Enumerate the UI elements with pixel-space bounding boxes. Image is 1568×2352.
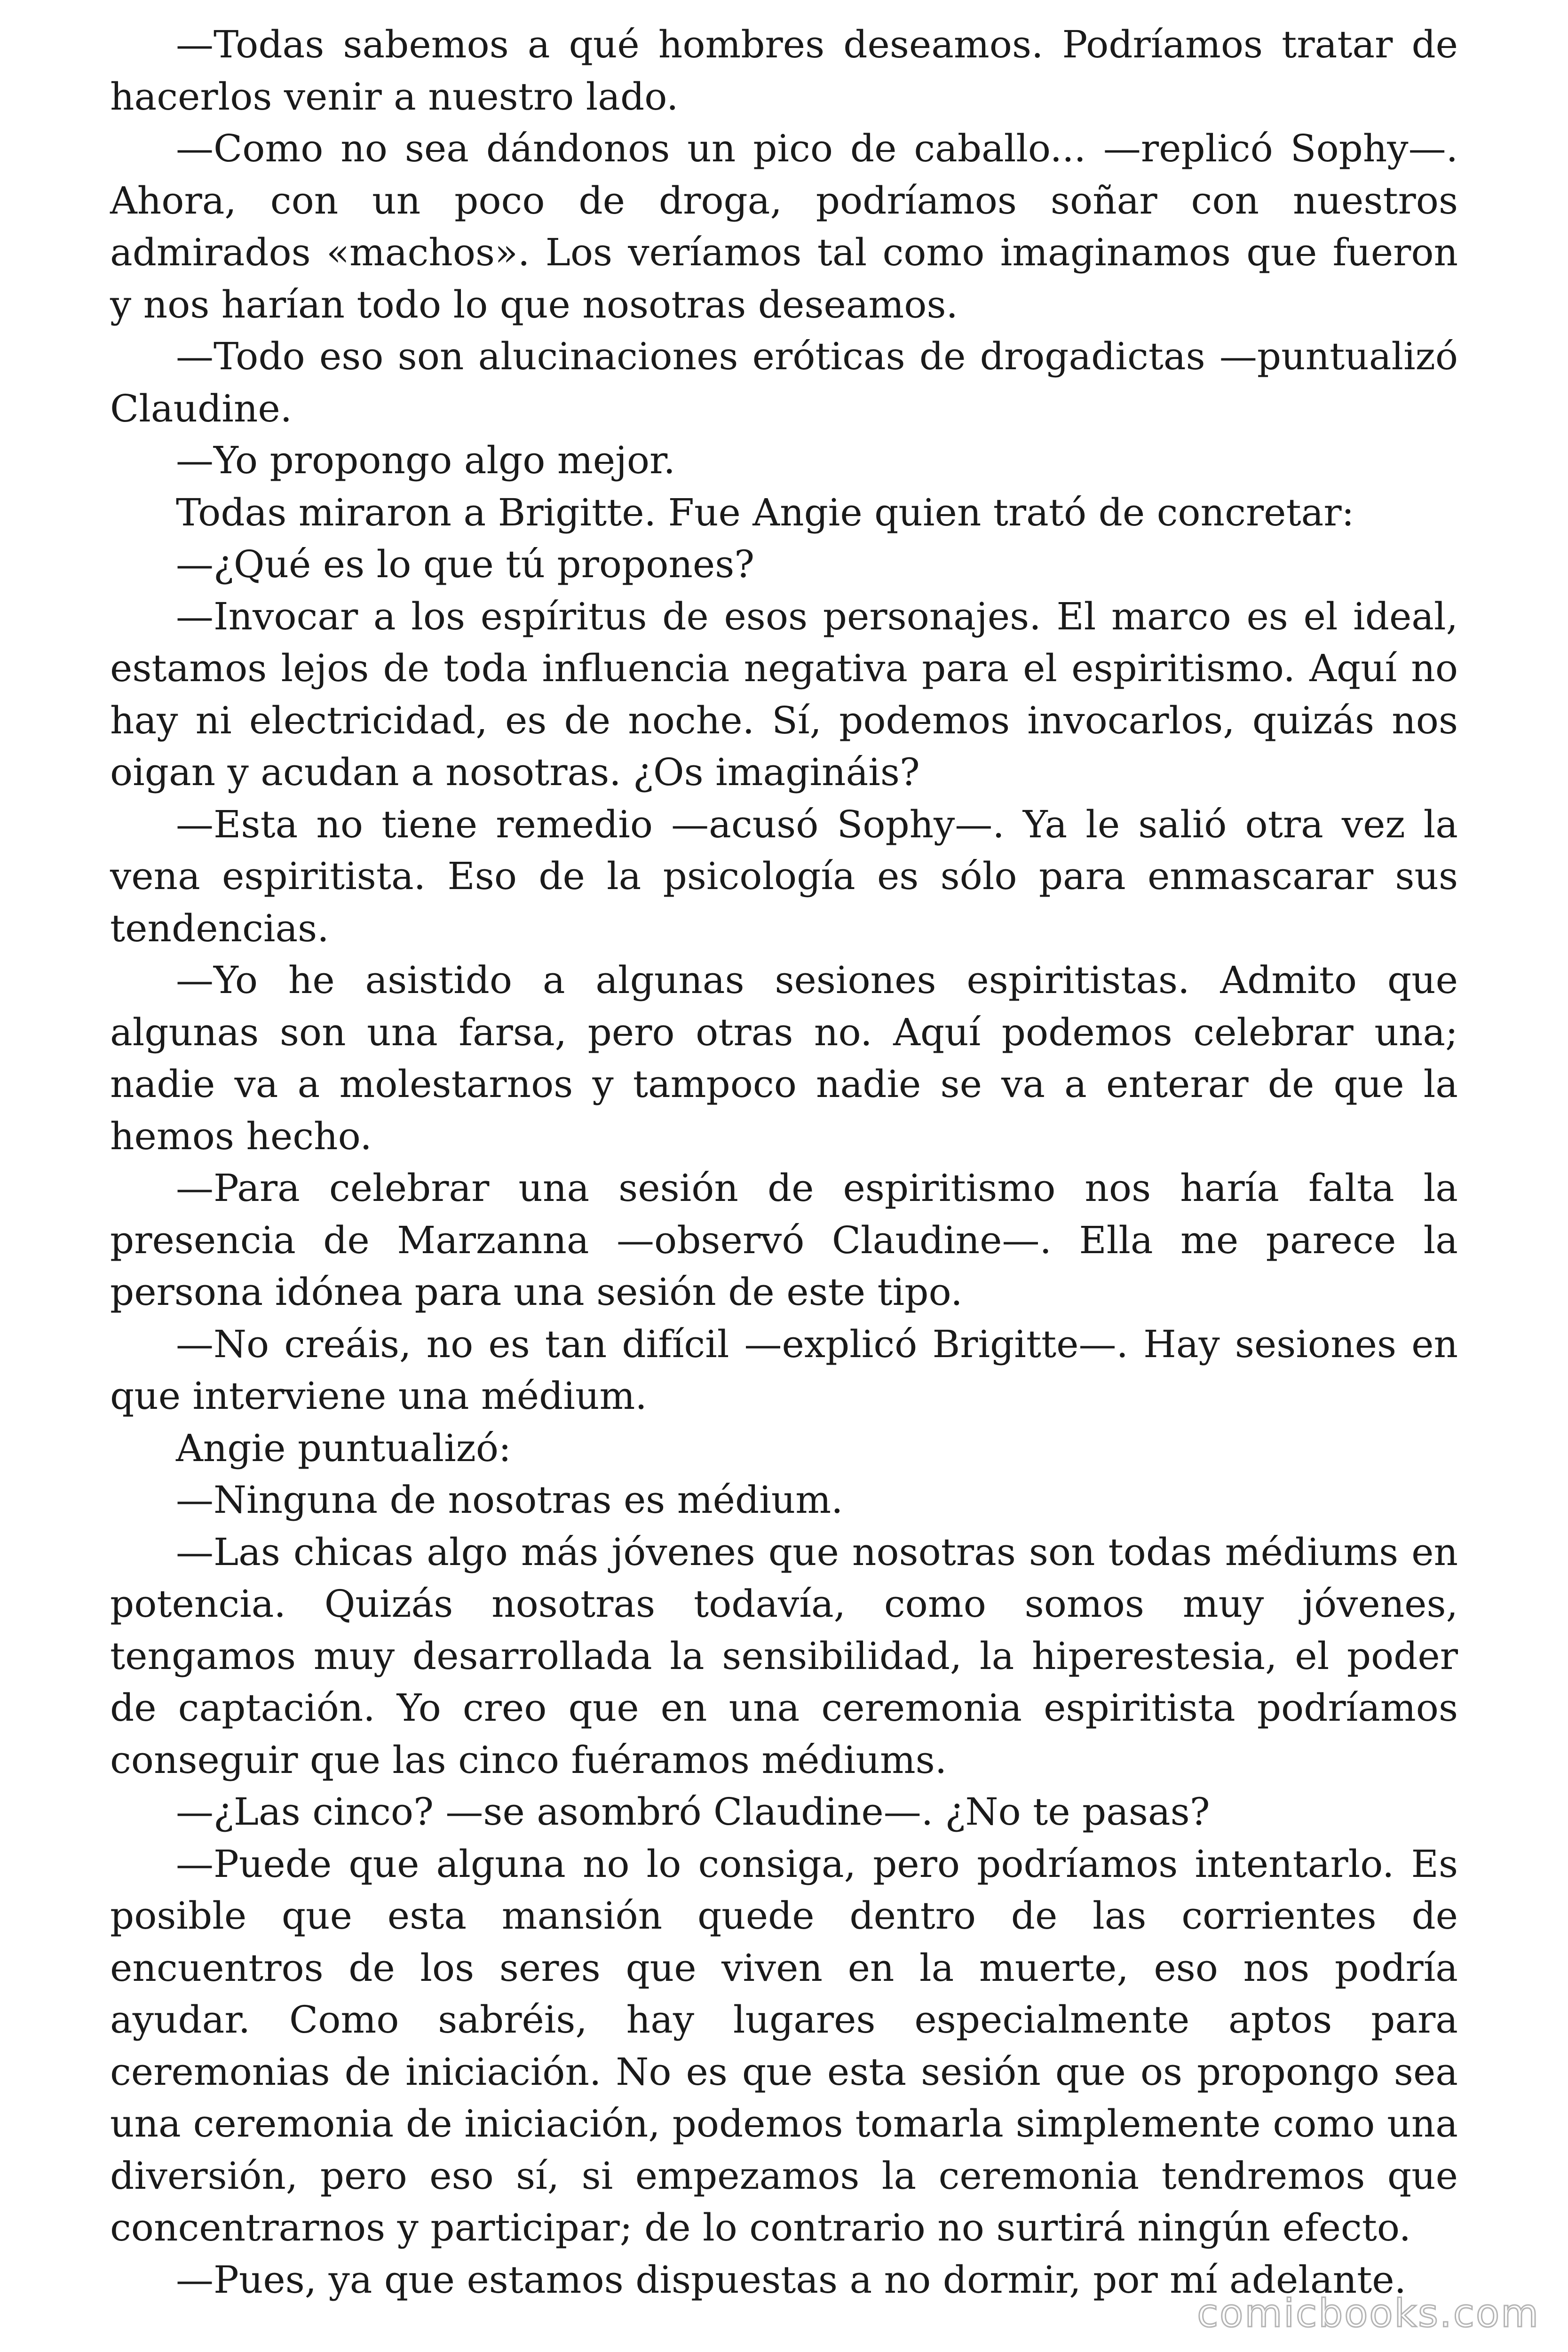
paragraph: —Yo propongo algo mejor.	[176, 438, 675, 482]
paragraph: —Todo eso son alucinaciones eróticas de drogadictas —puntualizó Claudine.	[110, 334, 1458, 430]
watermark: comicbooks.com	[1197, 2291, 1540, 2336]
paragraph: —Puede que alguna no lo consiga, pero podríamos intentarlo. Es posible que esta mansión quede dentro de las corrientes de encuentros de los seres que viven en la muerte, eso nos podría ayudar. Como sabréis, hay lugares especialmente aptos para ceremonias de iniciación. No es que esta sesión que os propongo sea una ceremonia de iniciación, podemos tomarla simplemente como una diversión, pero eso sí, si empezamos la ceremonia tendremos que concentrarnos y participar; de lo contrario no surtirá ningún efecto.	[110, 1842, 1458, 2249]
paragraph: Angie puntualizó:	[176, 1426, 511, 1470]
paragraph: —¿Qué es lo que tú propones?	[176, 542, 755, 586]
paragraph: —Esta no tiene remedio —acusó Sophy—. Ya le salió otra vez la vena espiritista. Eso de la psicología es sólo para enmascarar sus tendencias.	[110, 802, 1458, 950]
paragraph: —Para celebrar una sesión de espiritismo nos haría falta la presencia de Marzanna —observó Claudine—. Ella me parece la persona idónea para una sesión de este tipo.	[110, 1166, 1458, 1314]
paragraph: —Yo he asistido a algunas sesiones espiritistas. Admito que algunas son una farsa, pero otras no. Aquí podemos celebrar una; nadie va a molestarnos y tampoco nadie se va a enterar de que la hemos hecho.	[110, 958, 1458, 1158]
paragraph: —Ninguna de nosotras es médium.	[176, 1478, 843, 1522]
paragraph: —Invocar a los espíritus de esos personajes. El marco es el ideal, estamos lejos de toda influencia negativa para el espiritismo. Aquí no hay ni electricidad, es de noche. Sí, podemos invocarlos, quizás nos oigan y acudan a nosotras. ¿Os imagináis?	[110, 594, 1458, 794]
paragraph: —Pues, ya que estamos dispuestas a no dormir, por mí adelante.	[176, 2257, 1407, 2302]
paragraph: Todas miraron a Brigitte. Fue Angie quien trató de concretar:	[176, 490, 1354, 534]
paragraph: —Todas sabemos a qué hombres deseamos. Podríamos tratar de hacerlos venir a nuestro lado.	[110, 23, 1458, 119]
paragraph: —No creáis, no es tan difícil —explicó Brigitte—. Hay sesiones en que interviene una médium.	[110, 1322, 1458, 1418]
document-page	[110, 19, 1458, 2306]
paragraph: —Como no sea dándonos un pico de caballo... —replicó Sophy—. Ahora, con un poco de droga, podríamos soñar con nuestros admirados «machos». Los veríamos tal como imaginamos que fueron y nos harían todo lo que nosotras deseamos.	[110, 127, 1458, 326]
paragraph: —Las chicas algo más jóvenes que nosotras son todas médiums en potencia. Quizás nosotras todavía, como somos muy jóvenes, tengamos muy desarrollada la sensibilidad, la hiperestesia, el poder de captación. Yo creo que en una ceremonia espiritista podríamos conseguir que las cinco fuéramos médiums.	[110, 1530, 1458, 1782]
paragraph: —¿Las cinco? —se asombró Claudine—. ¿No te pasas?	[176, 1790, 1210, 1834]
